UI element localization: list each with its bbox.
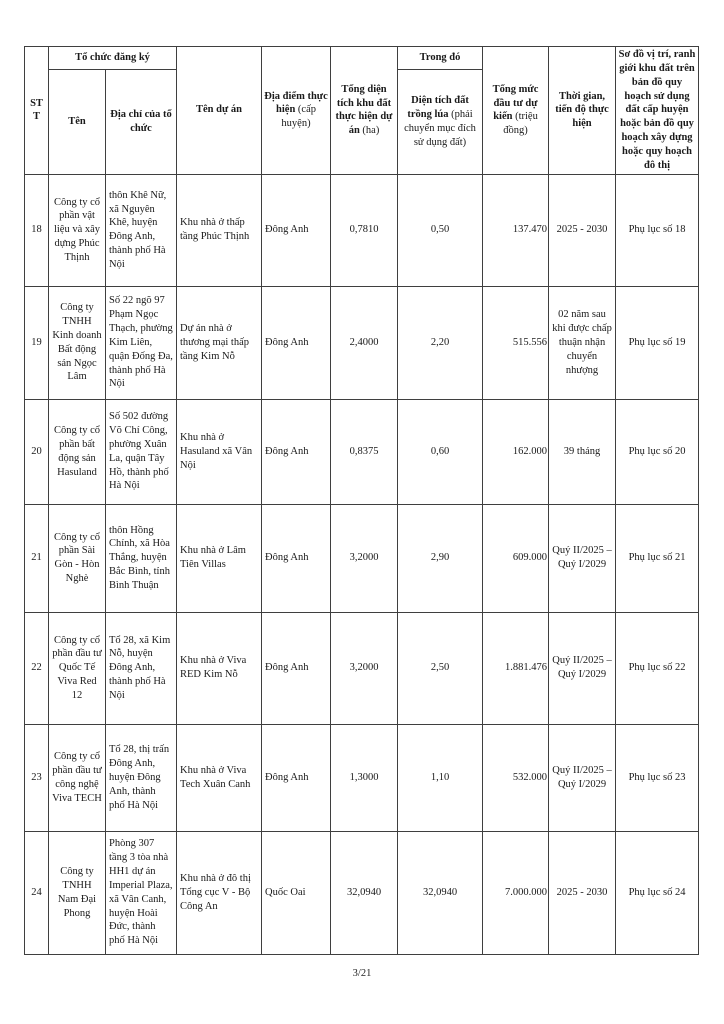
- cell-project-name: Khu nhà ở Hasuland xã Vân Nội: [177, 399, 262, 504]
- cell-project-name: Khu nhà ở Lâm Tiên Villas: [177, 504, 262, 612]
- header-org-name: Tên: [49, 69, 106, 174]
- cell-total-area: 2,4000: [331, 286, 398, 399]
- cell-org-address: thôn Hồng Chính, xã Hòa Thắng, huyện Bắc Bình, tỉnh Bình Thuận: [106, 504, 177, 612]
- header-investment-note: (triệu đồng): [503, 111, 538, 137]
- header-location: [262, 47, 331, 175]
- cell-rice-area: 2,90: [398, 504, 483, 612]
- cell-stt: 24: [25, 831, 49, 954]
- project-registration-table: [24, 46, 699, 955]
- cell-district: Đông Anh: [262, 724, 331, 831]
- table-row: [25, 286, 699, 399]
- cell-org-address: thôn Khê Nữ, xã Nguyên Khê, huyện Đông Anh, thành phố Hà Nội: [106, 174, 177, 286]
- cell-total-area: 1,3000: [331, 724, 398, 831]
- cell-total-area: 3,2000: [331, 612, 398, 724]
- table-row: [25, 724, 699, 831]
- header-in-which: Trong đó: [398, 47, 483, 70]
- header-location-main: Địa điểm thực hiện: [264, 90, 328, 116]
- cell-appendix: Phụ lục số 19: [616, 286, 699, 399]
- cell-investment: 7.000.000: [483, 831, 549, 954]
- table-row: [25, 612, 699, 724]
- cell-org-address: Tổ 28, xã Kim Nỗ, huyện Đông Anh, thành phố Hà Nội: [106, 612, 177, 724]
- cell-total-area: 0,8375: [331, 399, 398, 504]
- cell-org-name: Công ty cổ phần Sài Gòn - Hòn Nghè: [49, 504, 106, 612]
- cell-project-name: Dự án nhà ở thương mại thấp tầng Kim Nỗ: [177, 286, 262, 399]
- cell-stt: 19: [25, 286, 49, 399]
- cell-org-address: Phòng 307 tầng 3 tòa nhà HH1 dự án Imperial Plaza, xã Vân Canh, huyện Hoài Đức, thành phố Hà Nội: [106, 831, 177, 954]
- header-total-area-main: Tổng diện tích khu đất thực hiện dự án: [335, 83, 393, 137]
- cell-investment: 162.000: [483, 399, 549, 504]
- cell-org-address: Số 22 ngõ 97 Phạm Ngọc Thạch, phường Kim Liên, quận Đống Đa, thành phố Hà Nội: [106, 286, 177, 399]
- cell-project-name: Khu nhà ở Viva RED Kim Nỗ: [177, 612, 262, 724]
- header-stt: STT: [25, 47, 49, 175]
- header-map-note: Sơ đồ vị trí, ranh giới khu đất trên bản đồ quy hoạch sử dụng đất cấp huyện hoặc bản đồ quy hoạch xây dựng hoặc quy hoạch đô thị: [616, 47, 699, 175]
- cell-appendix: Phụ lục số 18: [616, 174, 699, 286]
- header-investment: [483, 47, 549, 175]
- cell-appendix: Phụ lục số 24: [616, 831, 699, 954]
- header-rice-area: [398, 69, 483, 174]
- cell-stt: 20: [25, 399, 49, 504]
- header-location-note: (cấp huyện): [281, 104, 316, 130]
- cell-org-name: Công ty cổ phần bất động sản Hasuland: [49, 399, 106, 504]
- header-org-group: Tổ chức đăng ký: [49, 47, 177, 70]
- cell-stt: 23: [25, 724, 49, 831]
- cell-district: Đông Anh: [262, 504, 331, 612]
- cell-stt: 18: [25, 174, 49, 286]
- header-total-area: [331, 47, 398, 175]
- cell-org-address: Tổ 28, thị trấn Đông Anh, huyện Đông Anh, thành phố Hà Nội: [106, 724, 177, 831]
- cell-appendix: Phụ lục số 22: [616, 612, 699, 724]
- cell-district: Đông Anh: [262, 612, 331, 724]
- cell-rice-area: 32,0940: [398, 831, 483, 954]
- page-number: 3/21: [352, 968, 372, 979]
- cell-project-name: Khu nhà ở Viva Tech Xuân Canh: [177, 724, 262, 831]
- cell-timeline: 2025 - 2030: [549, 831, 616, 954]
- cell-total-area: 32,0940: [331, 831, 398, 954]
- cell-rice-area: 2,50: [398, 612, 483, 724]
- cell-timeline: Quý II/2025 – Quý I/2029: [549, 724, 616, 831]
- cell-total-area: 0,7810: [331, 174, 398, 286]
- cell-stt: 21: [25, 504, 49, 612]
- cell-org-name: Công ty cổ phần đầu tư Quốc Tế Viva Red 12: [49, 612, 106, 724]
- table-row: [25, 831, 699, 954]
- cell-investment: 532.000: [483, 724, 549, 831]
- cell-project-name: Khu nhà ở thấp tầng Phúc Thịnh: [177, 174, 262, 286]
- header-rice-area-note: (phải chuyển mục đích sử dụng đất): [404, 108, 476, 148]
- header-timeline: Thời gian, tiến độ thực hiện: [549, 47, 616, 175]
- header-project-name: Tên dự án: [177, 47, 262, 175]
- cell-rice-area: 2,20: [398, 286, 483, 399]
- table-body: [25, 174, 699, 954]
- cell-org-address: Số 502 đường Võ Chí Công, phường Xuân La, quận Tây Hồ, thành phố Hà Nội: [106, 399, 177, 504]
- cell-district: Đông Anh: [262, 399, 331, 504]
- cell-timeline: Quý II/2025 – Quý I/2029: [549, 504, 616, 612]
- table-row: [25, 399, 699, 504]
- table-row: [25, 504, 699, 612]
- cell-org-name: Công ty TNHH Nam Đại Phong: [49, 831, 106, 954]
- cell-project-name: Khu nhà ở đô thị Tổng cục V - Bộ Công An: [177, 831, 262, 954]
- header-investment-main: Tổng mức đầu tư dự kiến: [492, 83, 539, 123]
- cell-district: Đông Anh: [262, 286, 331, 399]
- cell-rice-area: 0,60: [398, 399, 483, 504]
- cell-org-name: Công ty TNHH Kinh doanh Bất động sản Ngọc Lâm: [49, 286, 106, 399]
- cell-district: Đông Anh: [262, 174, 331, 286]
- cell-investment: 1.881.476: [483, 612, 549, 724]
- cell-timeline: 2025 - 2030: [549, 174, 616, 286]
- cell-appendix: Phụ lục số 23: [616, 724, 699, 831]
- header-rice-area-main: Diện tích đất trồng lúa: [407, 94, 469, 120]
- cell-timeline: 39 tháng: [549, 399, 616, 504]
- table-header: [25, 47, 699, 175]
- cell-org-name: Công ty cổ phần đầu tư công nghệ Viva TECH: [49, 724, 106, 831]
- cell-investment: 609.000: [483, 504, 549, 612]
- cell-investment: 137.470: [483, 174, 549, 286]
- cell-rice-area: 1,10: [398, 724, 483, 831]
- cell-org-name: Công ty cổ phần vật liệu và xây dựng Phúc Thịnh: [49, 174, 106, 286]
- cell-stt: 22: [25, 612, 49, 724]
- cell-rice-area: 0,50: [398, 174, 483, 286]
- header-total-area-note: (ha): [362, 125, 380, 137]
- header-org-address: Địa chỉ của tổ chức: [106, 69, 177, 174]
- cell-timeline: Quý II/2025 – Quý I/2029: [549, 612, 616, 724]
- cell-appendix: Phụ lục số 21: [616, 504, 699, 612]
- cell-appendix: Phụ lục số 20: [616, 399, 699, 504]
- cell-district: Quốc Oai: [262, 831, 331, 954]
- table-row: [25, 174, 699, 286]
- cell-investment: 515.556: [483, 286, 549, 399]
- cell-timeline: 02 năm sau khi được chấp thuận nhận chuyển nhượng: [549, 286, 616, 399]
- cell-total-area: 3,2000: [331, 504, 398, 612]
